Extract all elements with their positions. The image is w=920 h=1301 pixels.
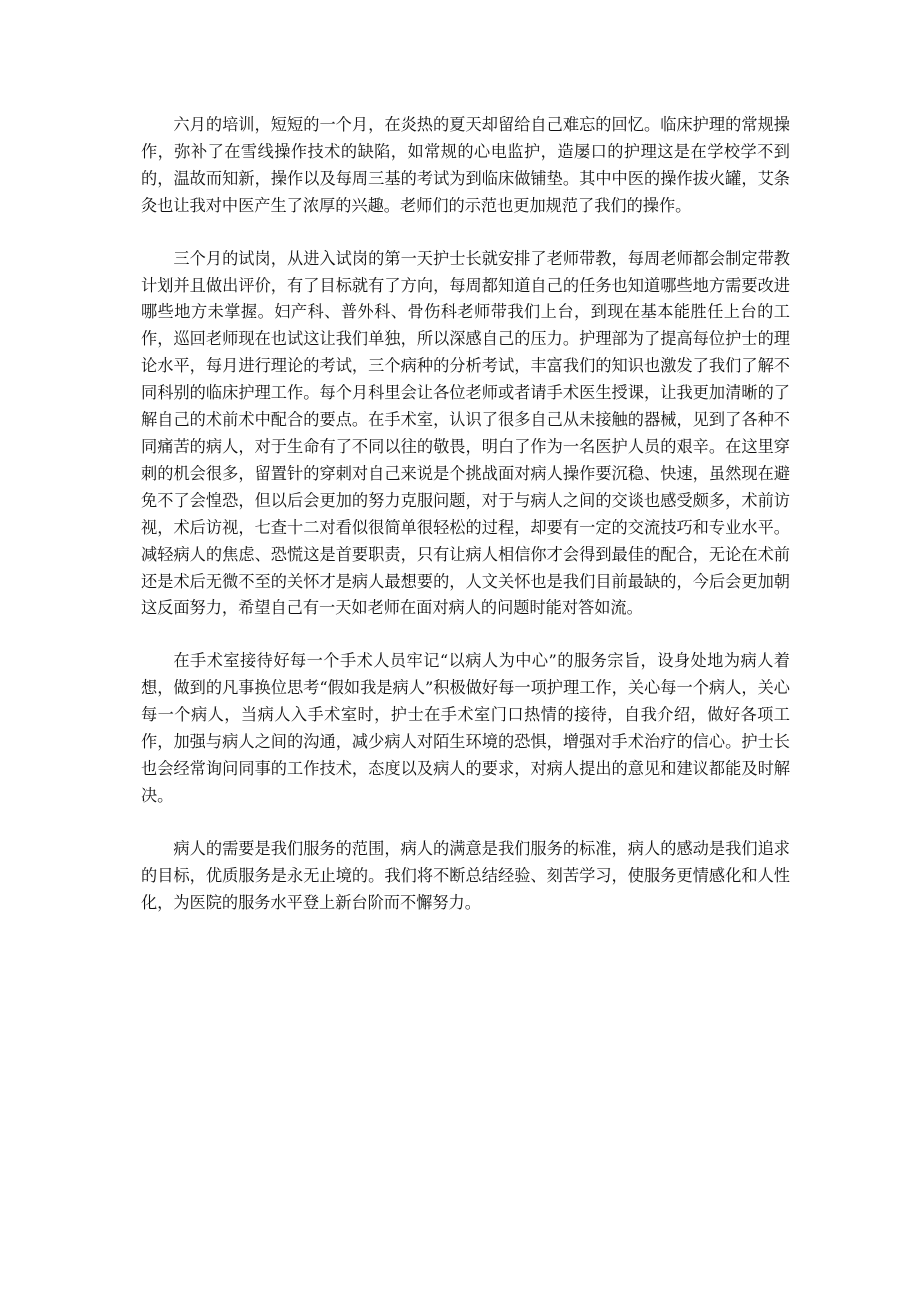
document-body	[141, 112, 790, 916]
paragraph-patient-centered-service: 在手术室接待好每一个手术人员牢记“以病人为中心”的服务宗旨，设身处地为病人着想，做到的凡事换位思考“假如我是病人”积极做好每一项护理工作，关心每一个病人，关心每一个病人，当病人入手术室时，护士在手术室门口热情的接待，自我介绍，做好各项工作，加强与病人之间的沟通，减少病人对陌生环境的恐惧，增强对手术治疗的信心。护士长也会经常询问同事的工作技术，态度以及病人的要求，对病人提出的意见和建议都能及时解决。	[141, 651, 790, 805]
paragraph-trial-period: 三个月的试岗，从进入试岗的第一天护士长就安排了老师带教，每周老师都会制定带教计划并且做出评价，有了目标就有了方向，每周都知道自己的任务也知道哪些地方需要改进哪些地方未掌握。妇产科、普外科、骨伤科老师带我们上台，到现在基本能胜任上台的工作，巡回老师现在也试这让我们单独，所以深感自己的压力。护理部为了提高每位护士的理论水平，每月进行理论的考试，三个病种的分析考试，丰富我们的知识也激发了我们了解不同科别的临床护理工作。每个月科里会让各位老师或者请手术医生授课，让我更加清晰的了解自己的术前术中配合的要点。在手术室，认识了很多自己从未接触的器械，见到了各种不同痛苦的病人，对于生命有了不同以往的敬畏，明白了作为一名医护人员的艰辛。在这里穿刺的机会很多，留置针的穿刺对自己来说是个挑战面对病人操作要沉稳、快速，虽然现在避免不了会惶恐，但以后会更加的努力克服问题，对于与病人之间的交谈也感受颇多，术前访视，术后访视，七查十二对看似很简单很轻松的过程，却要有一定的交流技巧和专业水平。减轻病人的焦虑、恐慌这是首要职责，只有让病人相信你才会得到最佳的配合，无论在术前还是术后无微不至的关怀才是病人最想要的，人文关怀也是我们目前最缺的，今后会更加朝这反面努力，希望自己有一天如老师在面对病人的问题时能对答如流。	[141, 248, 790, 618]
paragraph-service-goals: 病人的需要是我们服务的范围，病人的满意是我们服务的标准，病人的感动是我们追求的目标，优质服务是永无止境的。我们将不断总结经验、刻苦学习，使服务更情感化和人性化，为医院的服务水平登上新台阶而不懈努力。	[141, 838, 790, 912]
paragraph-june-training: 六月的培训，短短的一个月，在炎热的夏天却留给自己难忘的回忆。临床护理的常规操作，弥补了在雪线操作技术的缺陷，如常规的心电监护，造屡口的护理这是在学校学不到的，温故而知新，操作以及每周三基的考试为到临床做铺垫。其中中医的操作拔火罐，艾条灸也让我对中医产生了浓厚的兴趣。老师们的示范也更加规范了我们的操作。	[141, 115, 790, 215]
